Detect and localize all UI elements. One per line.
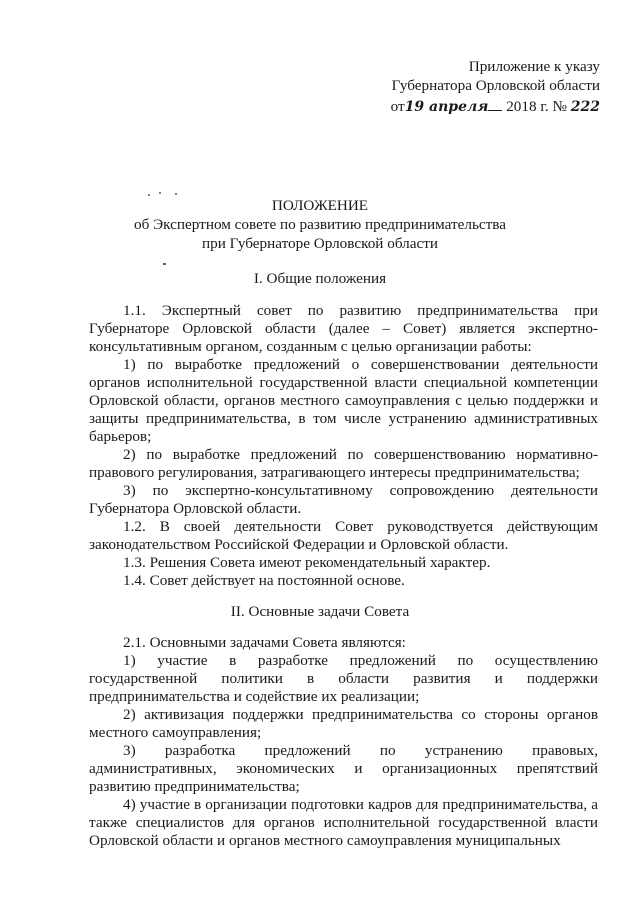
paragraph-1-1-item-3: 3) по экспертно-консультативному сопровождению деятельности Губернатора Орловской области. (89, 482, 598, 517)
doc-title: ПОЛОЖЕНИЕ (271, 197, 369, 214)
appendix-header (360, 58, 600, 115)
appendix-year-number: 2018 г. № (506, 98, 567, 115)
paragraph-1-3: 1.3. Решения Совета имеют рекомендательный характер. (123, 554, 491, 571)
scan-speck (163, 263, 166, 265)
paragraph-2-1: 2.1. Основными задачами Совета являются: (123, 634, 406, 651)
paragraph-2-1-item-1: 1) участие в разработке предложений по осуществлению государственной политики в области развития и поддержки предпринимательства и содействие их реализации; (89, 652, 598, 705)
paragraph-1-4: 1.4. Совет действует на постоянной основе. (123, 572, 405, 589)
paragraph-1-1-item-1: 1) по выработке предложений о совершенствовании деятельности органов исполнительной государственной власти специальной компетенции Орловской области, органов местного самоуправления с целью поддержки и защиты предпринимательства, в том числе устранению административных барьеров; (89, 356, 598, 445)
section-1-body (89, 302, 598, 590)
appendix-line-2: Губернатора Орловской области (391, 77, 600, 94)
appendix-prefix: от (390, 98, 405, 115)
paragraph-2-1-item-4: 4) участие в организации подготовки кадров для предпринимательства, а также специалистов для органов исполнительной государственной власти Орловской области и органов местного самоуправления муниципальных (89, 796, 598, 849)
doc-subtitle-line-2: при Губернаторе Орловской области (202, 235, 438, 252)
paragraph-1-1-item-2: 2) по выработке предложений по совершенствованию нормативно-правового регулирования, затрагивающего интересы предпринимательства; (89, 446, 598, 481)
paragraph-1-1: 1.1. Экспертный совет по развитию предпринимательства при Губернаторе Орловской области (далее – Совет) является экспертно-консультативным органом, созданным с целью организации работы: (89, 302, 598, 355)
handwritten-number: 222 (570, 99, 600, 115)
section-2-heading: II. Основные задачи Совета (230, 603, 410, 620)
paragraph-1-2: 1.2. В своей деятельности Совет руководствуется действующим законодательством Российской Федерации и Орловской области. (89, 518, 598, 553)
appendix-line-3 (360, 96, 600, 115)
underline-blank (488, 96, 502, 111)
appendix-line-1: Приложение к указу (468, 58, 600, 75)
section-1-heading: I. Общие положения (253, 270, 387, 287)
handwritten-date: 19 апреля (404, 99, 489, 115)
doc-subtitle-line-1: об Экспертном совете по развитию предпринимательства (134, 216, 506, 233)
paragraph-2-1-item-3: 3) разработка предложений по устранению правовых, административных, экономических и организационных препятствий развитию предпринимательства; (89, 742, 598, 795)
paragraph-2-1-item-2: 2) активизация поддержки предпринимательства со стороны органов местного самоуправления; (89, 706, 598, 741)
section-2-body (89, 634, 598, 850)
